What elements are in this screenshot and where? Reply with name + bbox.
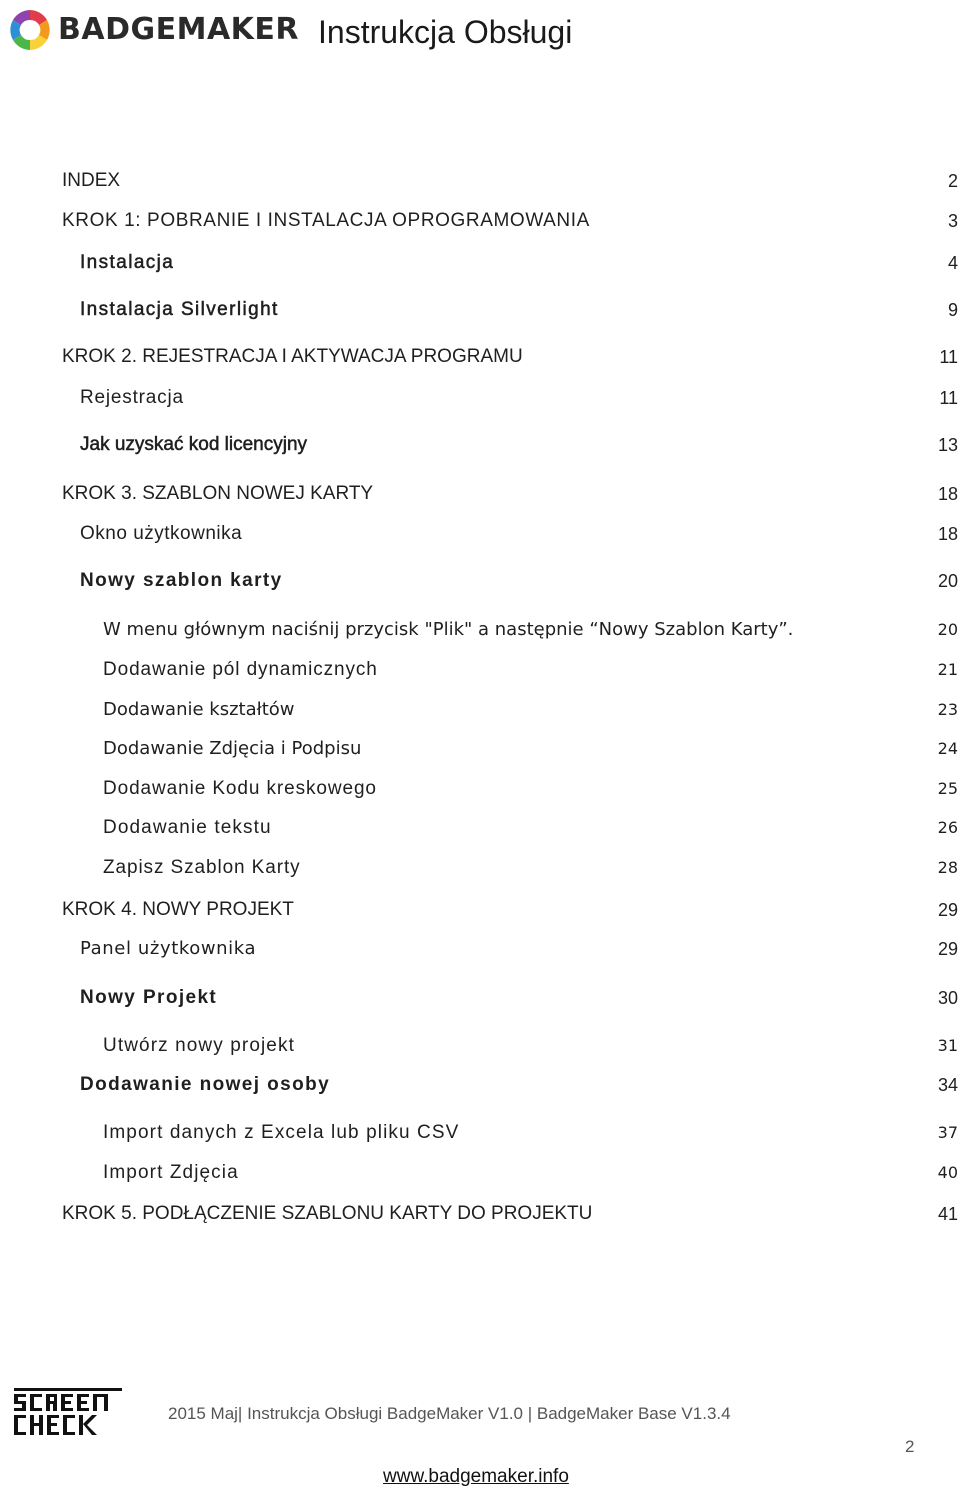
toc-entry[interactable] [0,432,960,458]
badgemaker-logo-icon [8,8,52,52]
toc-entry[interactable] [0,985,960,1011]
toc-entry[interactable] [0,736,960,762]
toc-entry-page: 13 [937,435,958,455]
toc-entry-page: 20 [937,620,958,639]
toc-entry[interactable] [0,168,960,194]
toc-entry[interactable] [0,481,960,507]
toc-entry-label: KROK 3. SZABLON NOWEJ KARTY [62,483,374,504]
toc-entry[interactable] [0,1160,960,1186]
toc-entry-page: 24 [937,739,958,758]
toc-entry-label: Import danych z Excela lub pliku CSV [103,1122,460,1143]
toc-entry-label: Nowy szablon karty [80,570,283,591]
toc-entry-label: KROK 5. PODŁĄCZENIE SZABLONU KARTY DO PROJEKTU [62,1203,593,1224]
toc-entry-label: KROK 4. NOWY PROJEKT [62,899,294,920]
toc-entry[interactable] [0,776,960,802]
toc-entry-page: 23 [937,700,958,719]
toc-entry-label: Nowy Projekt [80,987,218,1008]
toc-entry[interactable] [0,815,960,841]
toc-entry[interactable] [0,1201,960,1227]
toc-entry-label: Dodawanie pól dynamicznych [103,659,378,680]
toc-entry-label: Rejestracja [80,387,184,408]
toc-entry-label: Dodawanie Zdjęcia i Podpisu [103,738,362,759]
toc-entry-label: Dodawanie tekstu [103,817,272,838]
page-header [0,0,960,60]
toc-entry-label: Dodawanie kształtów [103,699,295,720]
website-link[interactable]: www.badgemaker.info [383,1466,569,1487]
toc-entry-label: Panel użytkownika [80,938,257,959]
toc-entry-label: INDEX [62,170,121,191]
toc-entry-label: Zapisz Szablon Karty [103,857,301,878]
toc-entry-page: 29 [937,900,958,920]
toc-entry[interactable] [0,250,960,276]
brand-logo-text: BADGEMAKER [58,12,300,47]
toc-entry-label: Dodawanie nowej osoby [80,1074,331,1095]
toc-entry[interactable] [0,208,960,234]
toc-entry[interactable] [0,521,960,547]
toc-entry-page: 25 [937,779,958,798]
toc-entry-page: 31 [937,1036,958,1055]
toc-entry[interactable] [0,344,960,370]
toc-entry-page: 18 [937,524,958,544]
toc-entry[interactable] [0,657,960,683]
toc-entry-label: W menu głównym naciśnij przycisk "Plik" a następnie “Nowy Szablon Karty”. [103,619,794,640]
toc-entry-label: Instalacja [80,252,175,273]
toc-entry-page: 11 [939,388,958,408]
toc-entry-page: 4 [947,253,958,273]
toc-entry-page: 9 [947,300,958,320]
toc-entry[interactable] [0,1072,960,1098]
toc-entry-label: Dodawanie Kodu kreskowego [103,778,377,799]
toc-entry[interactable] [0,936,960,962]
toc-entry[interactable] [0,897,960,923]
toc-entry-page: 28 [937,858,958,877]
toc-entry-label: Jak uzyskać kod licencyjny [80,434,308,455]
toc-entry-page: 37 [937,1123,958,1142]
footer-info: 2015 Maj| Instrukcja Obsługi BadgeMaker V1.0 | BadgeMaker Base V1.3.4 [168,1404,731,1423]
toc-entry-page: 11 [939,347,958,367]
toc-entry-page: 34 [937,1075,958,1095]
toc-entry-page: 21 [937,660,958,679]
toc-entry-label: Import Zdjęcia [103,1162,239,1183]
toc-entry-label: KROK 1: POBRANIE I INSTALACJA OPROGRAMOWANIA [62,210,590,231]
toc-entry[interactable] [0,697,960,723]
toc-entry-page: 41 [937,1204,958,1224]
toc-entry[interactable] [0,1120,960,1146]
toc-entry[interactable] [0,617,960,643]
toc-entry-label: KROK 2. REJESTRACJA I AKTYWACJA PROGRAMU [62,346,523,367]
toc-entry-page: 18 [937,484,958,504]
screen-check-logo [12,1386,124,1438]
toc-entry-page: 30 [937,988,958,1008]
toc-entry[interactable] [0,297,960,323]
toc-entry[interactable] [0,385,960,411]
toc-entry-page: 3 [947,211,958,231]
toc-entry-label: Okno użytkownika [80,523,243,544]
toc-entry-label: Utwórz nowy projekt [103,1035,295,1056]
toc-entry-page: 26 [937,818,958,837]
toc-entry-page: 20 [937,571,958,591]
toc-entry[interactable] [0,1033,960,1059]
toc-entry[interactable] [0,568,960,594]
page-number: 2 [905,1437,915,1456]
toc-entry[interactable] [0,855,960,881]
toc-entry-page: 29 [937,939,958,959]
toc-entry-label: Instalacja Silverlight [80,299,279,320]
toc-entry-page: 40 [937,1163,958,1182]
document-title: Instrukcja Obsługi [318,14,573,50]
toc-entry-page: 2 [947,171,958,191]
